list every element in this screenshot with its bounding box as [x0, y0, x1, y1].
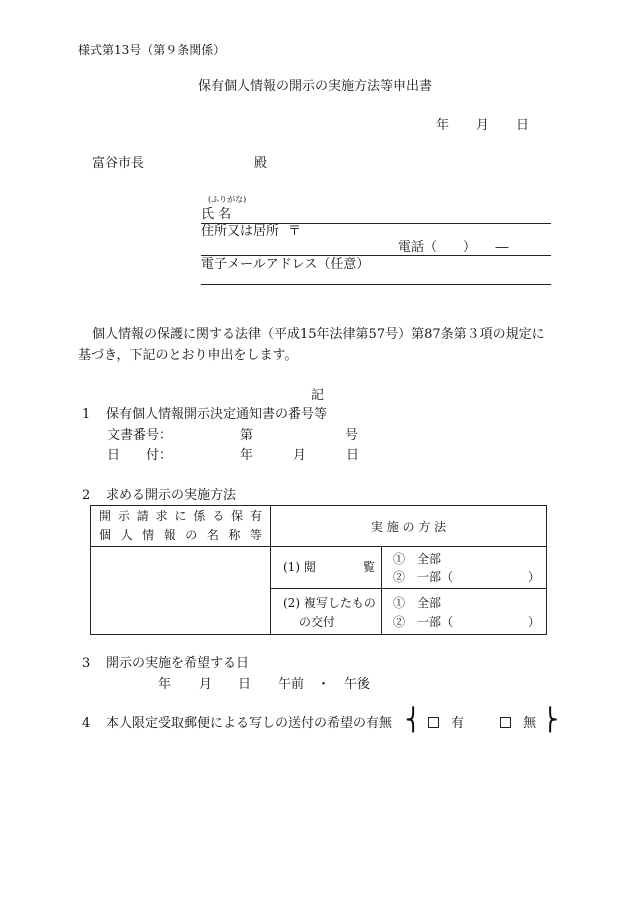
method2-label-line-2: の交付 [299, 615, 336, 629]
method2-label: (2) 複写したもの [283, 596, 376, 610]
desired-date-day: 日 [238, 677, 252, 692]
method1-option-part[interactable]: ② 一部（ [393, 570, 454, 584]
no-checkbox[interactable] [500, 717, 511, 728]
section1-number: 1 [82, 407, 91, 422]
table-row [91, 547, 547, 589]
section2-heading: 求める開示の実施方法 [106, 488, 237, 503]
am-option[interactable]: 午前 [278, 677, 305, 692]
section3-number: 3 [82, 656, 91, 671]
date-day-label: 日 [516, 118, 530, 133]
bracket-close-icon: ⎬ [542, 708, 559, 733]
method1-label: (1) 閲 [283, 560, 316, 574]
addressee-name: 富谷市長 [92, 156, 145, 171]
section1-heading: 保有個人情報開示決定通知書の番号等 [106, 407, 328, 422]
info-name-header [91, 506, 271, 547]
method-header [271, 506, 547, 547]
furigana-label: (ふりがな) [208, 195, 247, 204]
yes-option[interactable] [428, 717, 464, 730]
form-number: 様式第13号（第９条関係） [78, 43, 226, 57]
section4-heading: 本人限定受取郵便による写しの送付の希望の有無 [106, 716, 393, 731]
bracket-open-icon: ⎨ [405, 708, 422, 733]
info-name-header-line-2: 個人情報の名称等 [99, 528, 262, 542]
method2-options-cell [382, 589, 547, 635]
addressee-honorific: 殿 [254, 156, 268, 171]
method-table [90, 505, 547, 635]
method2-option-part[interactable]: ② 一部（ [393, 615, 454, 629]
method2-option-part-close: ） [528, 615, 541, 629]
page-title: 保有個人情報の開示の実施方法等申出書 [197, 79, 432, 94]
method2-option-all[interactable]: ① 全部 [393, 596, 442, 610]
method1-option-all[interactable]: ① 全部 [393, 552, 442, 566]
postal-mark: 〒 [288, 224, 302, 239]
doc-number-dai: 第 [240, 428, 254, 443]
phone-label: 電話（ ） ― [398, 240, 509, 255]
doc-number-go: 号 [345, 428, 359, 443]
address-label: 住所又は居所 [201, 224, 280, 239]
yes-checkbox[interactable] [428, 717, 439, 728]
am-pm-separator: ・ [317, 677, 331, 692]
notice-date-day: 日 [346, 448, 360, 463]
info-name-cell[interactable] [91, 547, 271, 635]
section3-heading: 開示の実施を希望する日 [106, 656, 250, 671]
notice-date-month: 月 [293, 448, 307, 463]
ki-mark: 記 [311, 388, 325, 403]
table-header-row [91, 506, 547, 547]
intro-line-2: 基づき，下記のとおり申出をします。 [78, 348, 298, 363]
name-label: 氏 名 [201, 207, 232, 222]
method1-option-part-close: ） [528, 570, 541, 584]
info-name-header-line-1: 開示請求に係る保有 [99, 509, 262, 523]
section2-number: 2 [82, 488, 91, 503]
method-header-label: 実 施 の 方 法 [370, 519, 447, 534]
email-field-line [201, 284, 551, 285]
pm-option[interactable]: 午後 [344, 677, 371, 692]
method1-options-cell [382, 547, 547, 589]
notice-date-year: 年 [240, 448, 254, 463]
doc-number-label: 文書番号： [107, 428, 173, 443]
address-field-line [201, 255, 551, 256]
date-month-label: 月 [476, 118, 490, 133]
no-option[interactable] [500, 717, 536, 730]
section4-number: 4 [82, 716, 91, 731]
notice-date-label: 日 付： [107, 448, 173, 463]
method2-cell [271, 589, 382, 635]
desired-date-year: 年 [158, 677, 172, 692]
intro-line-1: 個人情報の保護に関する法律（平成15年法律第57号）第87条第３項の規定に [92, 327, 545, 342]
method1-label-2: 覧 [363, 560, 376, 574]
date-year-label: 年 [436, 118, 450, 133]
desired-date-month: 月 [199, 677, 213, 692]
method1-cell [271, 547, 382, 589]
email-label: 電子メールアドレス（任意） [201, 257, 370, 272]
yes-label: 有 [451, 716, 465, 731]
no-label: 無 [523, 716, 537, 731]
